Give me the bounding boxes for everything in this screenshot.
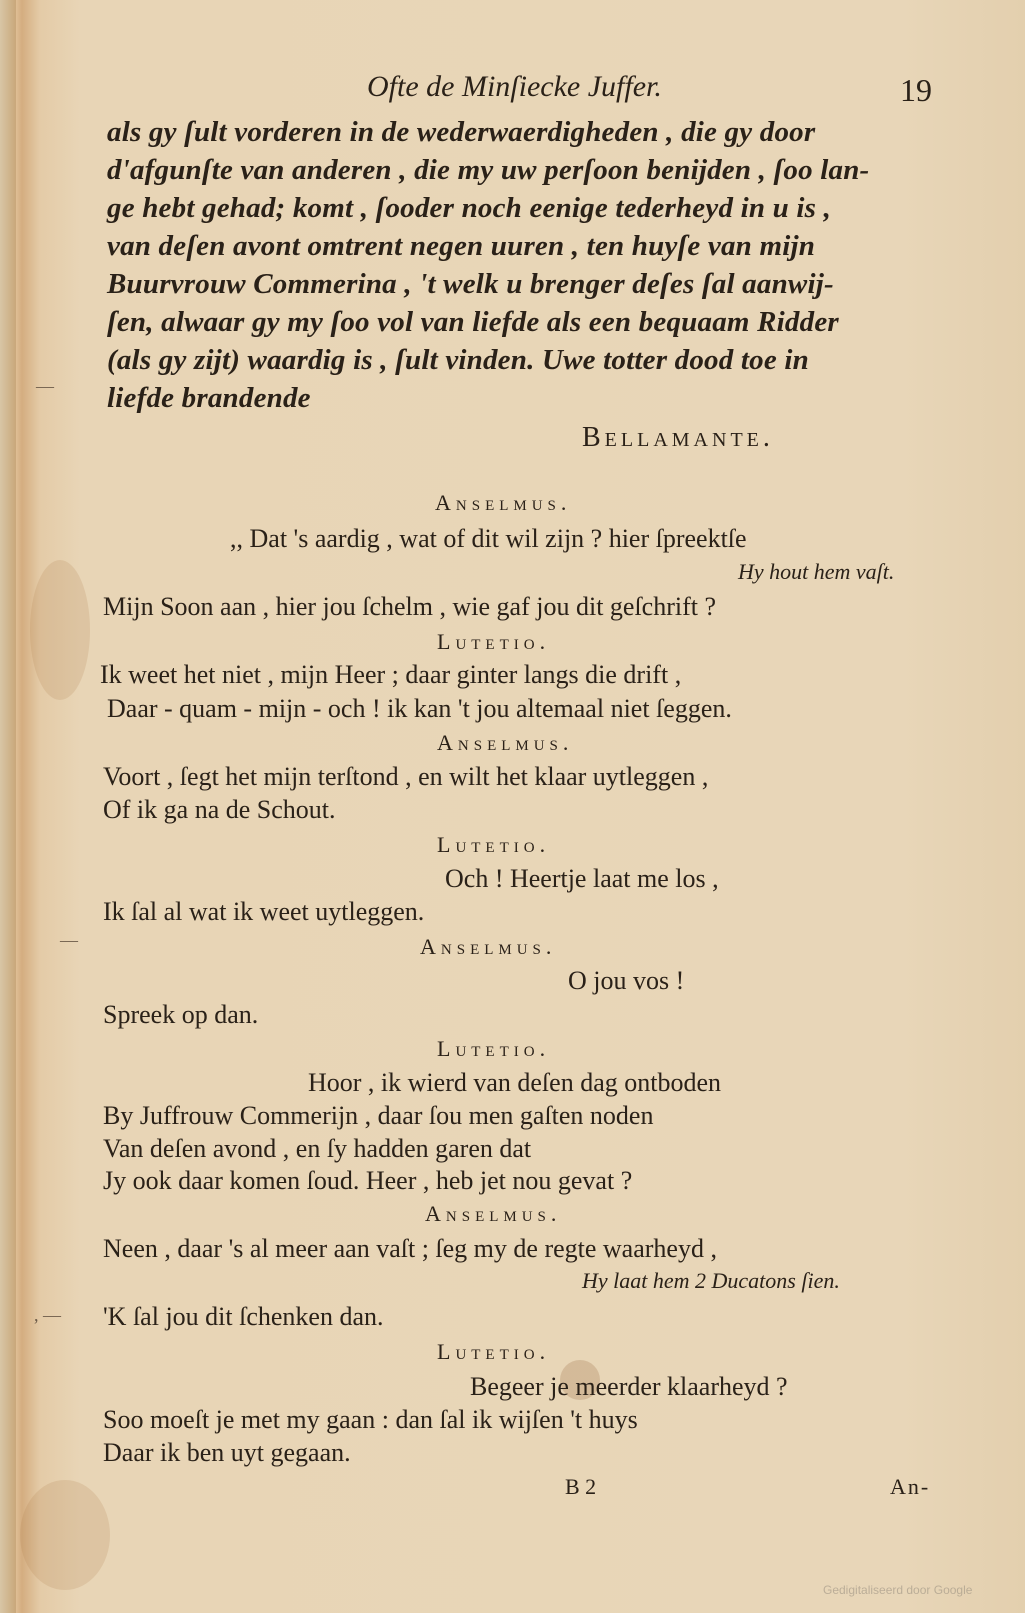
verse-line: Begeer je meerder klaarheyd ?	[470, 1372, 788, 1401]
verse-line: Hoor , ik wierd van deſen dag ontboden	[308, 1068, 722, 1097]
foxing-stain	[20, 1480, 110, 1590]
stage-direction: Hy hout hem vaſt.	[738, 559, 895, 584]
letter-line: van deſen avont omtrent negen uuren , ten huyſe van mijn	[107, 230, 816, 262]
verse-line: Och ! Heertje laat me los ,	[445, 864, 719, 893]
verse-line: Ik weet het niet , mijn Heer ; daar ginter langs die drift ,	[100, 660, 682, 689]
letter-line: ſen, alwaar gy my ſoo vol van liefde als een bequaam Ridder	[107, 306, 839, 338]
running-head: Ofte de Minſiecke Juffer.	[367, 70, 662, 103]
verse-line: By Juffrouw Commerijn , daar ſou men gaſten noden	[103, 1101, 654, 1130]
margin-dash: , —	[34, 1305, 61, 1325]
verse-line: Ik ſal al wat ik weet uytleggen.	[103, 897, 425, 926]
signature-mark: B 2	[565, 1474, 597, 1499]
letter-line: liefde brandende	[107, 382, 311, 414]
catchword: An-	[890, 1474, 931, 1499]
verse-line: Voort , ſegt het mijn terſtond , en wilt het klaar uytleggen ,	[103, 762, 709, 791]
speaker-name: Anselmus.	[420, 934, 557, 959]
letter-signature: Bellamante.	[582, 422, 774, 453]
speaker-name: Anselmus.	[437, 730, 574, 755]
speaker-name: Anselmus.	[425, 1201, 562, 1226]
verse-line: Van deſen avond , en ſy hadden garen dat	[103, 1134, 532, 1163]
letter-line: (als gy zijt) waardig is , ſult vinden. Uwe totter dood toe in	[107, 344, 809, 376]
verse-line: O jou vos !	[568, 966, 685, 995]
verse-line: 'K ſal jou dit ſchenken dan.	[103, 1302, 384, 1331]
speaker-name: Lutetio.	[437, 832, 551, 857]
verse-line: Of ik ga na de Schout.	[103, 795, 336, 824]
digitization-watermark: Gedigitaliseerd door Google	[823, 1583, 973, 1597]
verse-line: Daar ik ben uyt gegaan.	[103, 1438, 351, 1467]
verse-line: Spreek op dan.	[103, 1000, 259, 1029]
verse-line: Daar - quam - mijn - och ! ik kan 't jou altemaal niet ſeggen.	[107, 694, 732, 723]
margin-dash: —	[36, 376, 54, 396]
speaker-name: Lutetio.	[437, 1339, 551, 1364]
page-number: 19	[900, 72, 932, 108]
speaker-name: Lutetio.	[437, 1036, 551, 1061]
margin-dash: —	[60, 930, 78, 950]
letter-line: Buurvrouw Commerina , 't welk u brenger deſes ſal aanwij-	[107, 268, 834, 300]
page-edge	[0, 0, 16, 1613]
speaker-name: Lutetio.	[437, 629, 551, 654]
letter-line: ge hebt gehad; komt , ſooder noch eenige tederheyd in u is ,	[107, 192, 832, 224]
verse-line: ,, Dat 's aardig , wat of dit wil zijn ? hier ſpreektſe	[230, 524, 747, 553]
letter-line: d'afgunſte van anderen , die my uw perſoon benijden , ſoo lan-	[107, 154, 870, 186]
speaker-name: Anselmus.	[435, 490, 572, 515]
verse-line: Soo moeſt je met my gaan : dan ſal ik wijſen 't huys	[103, 1405, 638, 1434]
verse-line: Mijn Soon aan , hier jou ſchelm , wie gaf jou dit geſchrift ?	[103, 592, 717, 621]
foxing-stain	[30, 560, 90, 700]
stage-direction: Hy laat hem 2 Ducatons ſien.	[582, 1268, 840, 1293]
verse-line: Neen , daar 's al meer aan vaſt ; ſeg my de regte waarheyd ,	[103, 1234, 717, 1263]
letter-line: als gy ſult vorderen in de wederwaerdigheden , die gy door	[107, 116, 816, 148]
verse-line: Jy ook daar komen ſoud. Heer , heb jet nou gevat ?	[103, 1166, 633, 1195]
